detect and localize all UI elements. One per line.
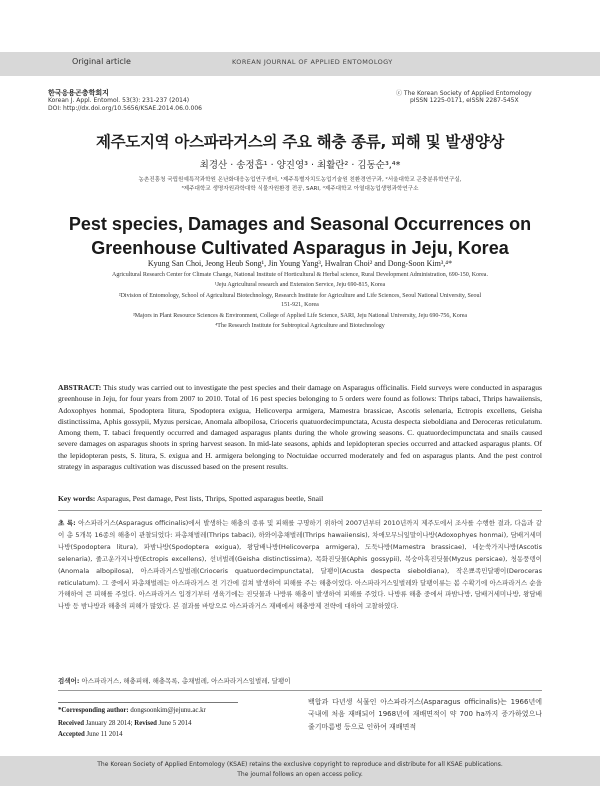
affiliation-korean-2: ³제주대학교 생명자원과학대학 식물자원환경 전공, SARI, ⁴제주대학교 아열대농업생명과학연구소 — [181, 186, 419, 192]
authors-korean: 최경산 · 송정흡¹ · 양진영³ · 최활란² · 김동순³,⁴* — [199, 160, 401, 171]
article-type-label: Original article — [72, 57, 131, 66]
kr-keywords-text: 아스파라거스, 해충피해, 해충목록, 총채벌레, 아스파라거스잎벌레, 달팽이 — [81, 677, 291, 685]
corresp-email[interactable]: dongsoonkim@jejunu.ac.kr — [130, 707, 206, 714]
affiliation-korean-1: 농촌진흥청 국립원예특작과학원 온난화대응농업연구센터, ¹제주특별자치도농업기술원 친환경연구과, ²서울대학교 곤충분류학연구실, — [138, 177, 462, 183]
affiliation-english-1: ¹Jeju Agricultural research and Extension Service, Jeju 690-815, Korea — [214, 282, 386, 288]
keywords-text: Asparagus, Pest damage, Pest lists, Thrips, Spotted asparagus beetle, Snail — [96, 494, 324, 503]
accepted-label: Accepted — [58, 731, 85, 738]
section-divider — [58, 510, 542, 511]
affiliation-english-3: 151-921, Korea — [281, 302, 319, 308]
issn: pISSN 1225-0171, eISSN 2287-545X — [410, 97, 519, 104]
received-date — [58, 720, 192, 727]
keywords-korean — [58, 676, 542, 685]
accepted-date — [58, 731, 123, 738]
journal-name: KOREAN JOURNAL OF APPLIED ENTOMOLOGY — [232, 58, 393, 66]
affiliation-english-5: ⁴The Research Institute for Subtropical Agriculture and Biotechnology — [215, 323, 385, 329]
kr-abstract-text: 아스파라거스(Asparagus officinalis)에서 발생하는 해충의 종류 및 피해를 구명하기 위하여 2007년부터 2010년까지 제주도에서 조사를 수행한 결과, 다음과 같이 총 5개목 16종의 해충이 관찰되었다: 파총채벌레(Thrips tabaci), 하와이총채벌레(Thrips hawaiiensis), 차애모무늬잎말이나방(Adoxophyes honmai), 담배거세미나방(Spodoptera litura), 파밤나방(Spodoptera exigua), 왕담배나방(Helicoverpa armigera), 도둑나방(Mamestra brassicae), 네눈쑥가지나방(Ascotis selenaria), 줄고운가지나방(Ectropis excellens), 선녀벌레(Geisha distinctissima), 목화진딧물(Aphis gossypii), 복숭아혹진딧물(Myzus persicae), 청동풍뎅이(Anomala albopilosa), 아스파라거스잎벌레(Crioceris quatuordecimpunctata), 달팽이(Acusta despecta sieboldiana), 작은뾰족민달팽이(Deroceras reticulatum). 그 중에서 파총채벌레는 아스파라거스 전 기간에 걸쳐 발생하여 피해를 주는 해충이었다. 아스파라거스잎벌레와 달팽이류는 봄 수확기에 아스파라거스 순을 가해하여 큰 피해를 주었다. 아스파라거스 입경기부터 생육기에는 진딧물과 나방류 해충이 발생하여 피해를 주었다. 나방류 해충 중에서 파밤나방, 담배거세미나방, 왕담배나방 등 밤나방과 해충의 피해가 많았다. 본 결과를 바탕으로 아스파라거스 재배에서 해충방제 전략에 대하여 고찰하였다. — [58, 519, 543, 611]
journal-name-korean: 한국응용곤충학회지 — [48, 89, 109, 97]
corresponding-author — [58, 707, 206, 714]
section-divider — [58, 690, 542, 691]
title-korean: 제주도지역 아스파라거스의 주요 해충 종류, 피해 및 발생양상 — [95, 133, 505, 151]
affiliation-english-4: ³Majors in Plant Resource Sciences & Environment, College of Applied Life Science, SARI, Jeju National University, Jeju 690-756, Korea — [132, 313, 468, 319]
corresp-label: *Corresponding author: — [58, 707, 129, 714]
abstract-english — [58, 382, 542, 472]
doi-link[interactable]: DOI: http://dx.doi.org/10.5656/KSAE.2014.06.0.006 — [48, 105, 202, 112]
received-value: January 28 2014; — [85, 720, 133, 727]
revised-value: June 5 2014 — [158, 720, 192, 727]
title-english: Pest species, Damages and Seasonal Occurrences on Greenhouse Cultivated Asparagus in Jeju, Korea — [68, 214, 532, 258]
kr-keywords-label: 검색어: — [58, 677, 80, 685]
authors-english: Kyung San Choi, Jeong Heub Song¹, Jin Young Yang³, Hwalran Choi² and Dong-Soon Kim³,⁴* — [147, 259, 453, 268]
abstract-label: ABSTRACT: — [58, 383, 102, 392]
citation: Korean J. Appl. Entomol. 53(3): 231-237 (2014) — [48, 97, 190, 104]
footer-open-access: The journal follows an open access policy. — [237, 771, 363, 778]
revised-label: Revised — [134, 720, 157, 727]
introduction-text: 백합과 다년생 식물인 아스파라거스(Asparagus officinalis)는 1966년에 국내에 처음 재배되어 1968년에 재배면적이 약 700 ha까지 증가하였으나 줄기마름병 등으로 인하여 재배면적 — [308, 698, 542, 731]
received-label: Received — [58, 720, 85, 727]
accepted-value: June 11 2014 — [86, 731, 123, 738]
affiliation-english-0: Agricultural Research Center for Climate Change, National Institute of Horticultural & Herbal science, Rural Development Administration, 690-150, Korea. — [112, 272, 488, 278]
keywords-english — [58, 494, 542, 503]
footnote-rule — [58, 702, 238, 703]
abstract-text: This study was carried out to investigate the pest species and their damage on Asparagus officinalis. Field surveys were conducted in asparagus greenhouse in Jeju, for four years from 2007 to 2010. Total of 16 pest species belonging to 5 orders were found as follows: Thrips tabaci, Thrips hawaiiensis, Adoxophyes honmai, Spodoptera litura, Spodoptera exigua, Helicoverpa armigera, Mamestra brassicae, Ascotis selenaria, Ectropis excellens, Geisha distinctissima, Aphis gossypii, Myzus persicae, Anomala albopilosa, Crioceris quatuordecimpunctata, Acusta despecta sieboldiana and Deroceras reticulatum. Among them, T. tabaci frequently occurred and damaged asparagus plants during the whole growing seasons. C. quatuordecimpunctata and snails caused severe damages on asparagus shoots in spring harvest season. In mid-late seasons, aphids and lepidopteran species occurred and attacked asparagus plants. Of the lepidopteran pests, S. litura, S. exigua and H. armigera belonging to Noctuidae occurred moderately and fed on asparagus plants. And the pest control strategy in asparagus cultivation was discussed based on the present results. — [58, 383, 542, 472]
abstract-korean — [58, 518, 542, 613]
footer-copyright: The Korean Society of Applied Entomology (KSAE) retains the exclusive copyright to reproduce and distribute for all KSAE publications. — [97, 761, 503, 768]
kr-abstract-label: 초 록: — [58, 519, 76, 527]
keywords-label: Key words: — [58, 494, 96, 503]
copyright-notice: ⓒ The Korean Society of Applied Entomology — [396, 90, 532, 97]
affiliation-english-2: ²Division of Entomology, School of Agricultural Biotechnology, Research Institute for Agriculture and Life Sciences, Seoul National University, Seoul — [118, 293, 482, 299]
